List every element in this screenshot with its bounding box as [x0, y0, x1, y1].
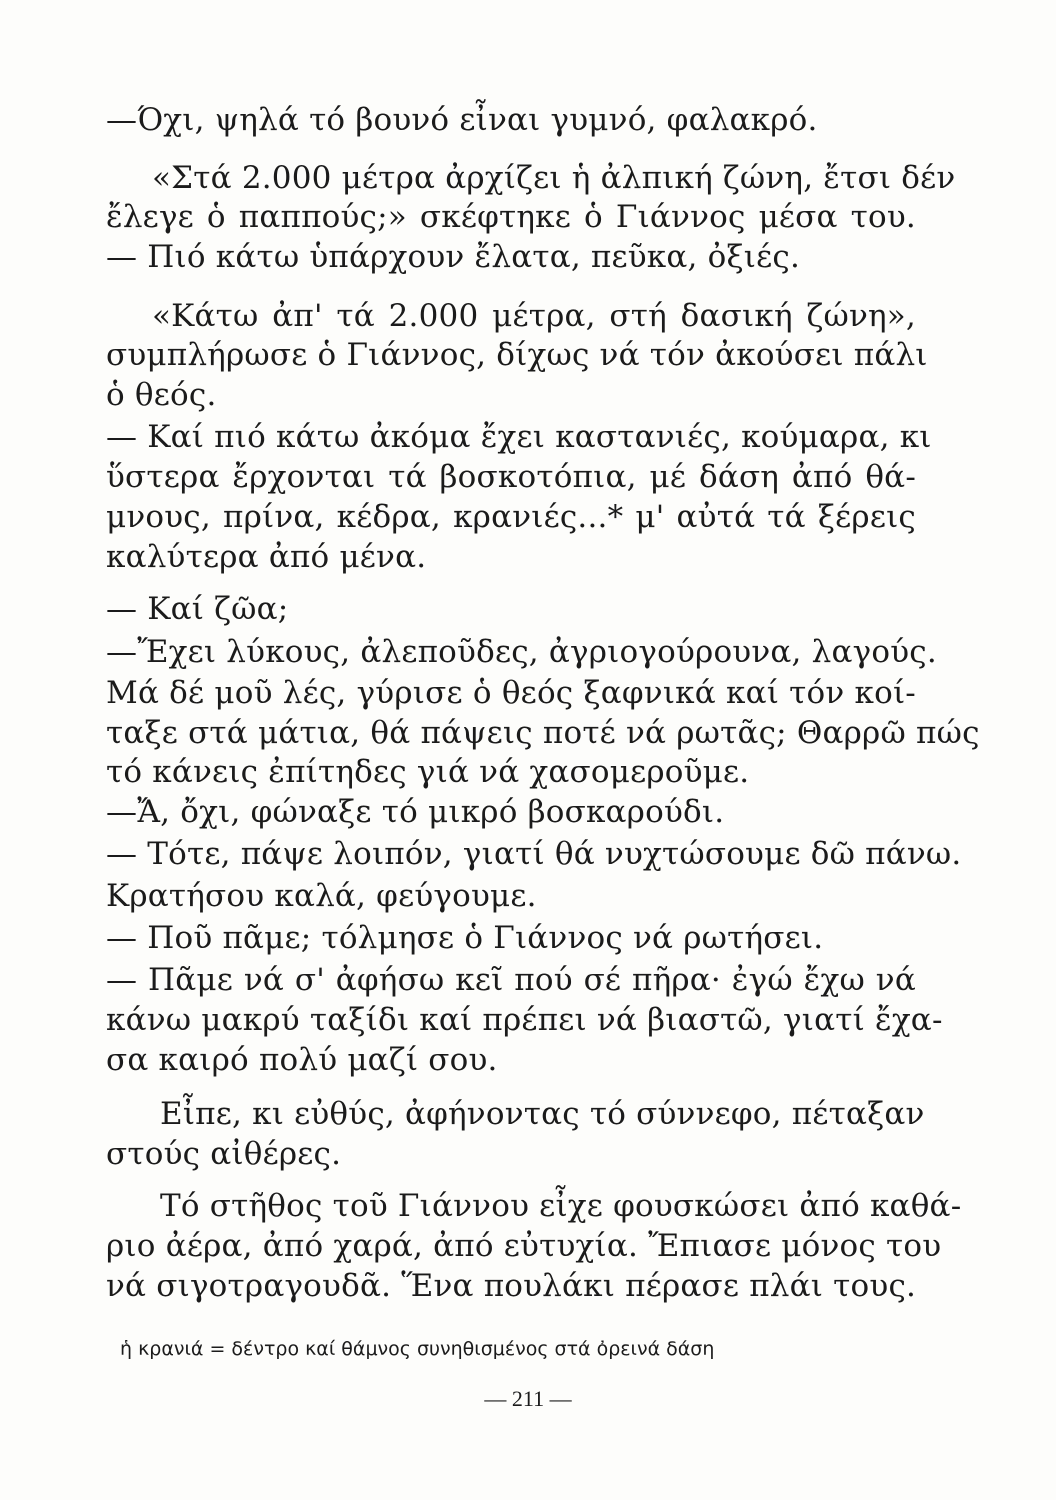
- text-line: Τό στῆθος τοῦ Γιάννου εἶχε φουσκώσει ἀπό καθά-: [160, 1188, 962, 1224]
- text-line: — Καί ζῶα;: [106, 591, 289, 627]
- text-line: ὕστερα ἔρχονται τά βοσκοτόπια, μέ δάση ἀπό θά-: [106, 459, 916, 495]
- text-line: τό κάνεις ἐπίτηδες γιά νά χασομεροῦμε.: [106, 754, 750, 790]
- text-line: — Πιό κάτω ὑπάρχουν ἔλατα, πεῦκα, ὀξιές.: [106, 239, 800, 275]
- text-line: συμπλήρωσε ὁ Γιάννος, δίχως νά τόν ἀκούσει πάλι: [106, 337, 928, 373]
- footnote: ἡ κρανιά = δέντρο καί θάμνος συνηθισμένος στά ὀρεινά δάση: [120, 1338, 715, 1360]
- text-line: —Ἄ, ὄχι, φώναξε τό μικρό βοσκαρούδι.: [106, 794, 725, 830]
- text-line: ὁ θεός.: [106, 377, 217, 413]
- text-line: — Πᾶμε νά σ' ἀφήσω κεῖ πού σέ πῆρα· ἐγώ ἔχω νά: [106, 962, 916, 998]
- text-line: —Όχι, ψηλά τό βουνό εἶναι γυμνό, φαλακρό.: [106, 102, 818, 138]
- text-line: — Τότε, πάψε λοιπόν, γιατί θά νυχτώσουμε δῶ πάνω.: [106, 836, 962, 872]
- text-line: — Καί πιό κάτω ἀκόμα ἔχει καστανιές, κούμαρα, κι: [106, 419, 932, 455]
- text-line: νά σιγοτραγουδᾶ. Ἕνα πουλάκι πέρασε πλάι τους.: [106, 1268, 917, 1304]
- text-line: Μά δέ μοῦ λές, γύρισε ὁ θεός ξαφνικά καί τόν κοί-: [106, 675, 916, 711]
- text-line: μνους, πρίνα, κέδρα, κρανιές...* μ' αὐτά τά ξέρεις: [106, 499, 916, 535]
- text-line: ταξε στά μάτια, θά πάψεις ποτέ νά ρωτᾶς; Θαρρῶ πώς: [106, 715, 980, 751]
- text-line: στούς αἰθέρες.: [106, 1136, 342, 1172]
- text-line: Εἶπε, κι εὐθύς, ἀφήνοντας τό σύννεφο, πέταξαν: [160, 1096, 925, 1132]
- text-line: ριο ἀέρα, ἀπό χαρά, ἀπό εὐτυχία. Ἔπιασε μόνος του: [106, 1228, 942, 1264]
- text-line: Κρατήσου καλά, φεύγουμε.: [106, 878, 537, 914]
- text-line: κάνω μακρύ ταξίδι καί πρέπει νά βιαστῶ, γιατί ἔχα-: [106, 1002, 943, 1038]
- text-line: «Κάτω ἀπ' τά 2.000 μέτρα, στή δασική ζώνη»,: [152, 298, 916, 334]
- text-line: ἔλεγε ὁ παππούς;» σκέφτηκε ὁ Γιάννος μέσα του.: [106, 199, 916, 235]
- text-line: — Ποῦ πᾶμε; τόλμησε ὁ Γιάννος νά ρωτήσει.: [106, 920, 824, 956]
- text-line: «Στά 2.000 μέτρα ἀρχίζει ἡ ἀλπική ζώνη, ἔτσι δέν: [152, 160, 956, 196]
- page-number: — 211 —: [484, 1386, 572, 1411]
- text-line: σα καιρό πολύ μαζί σου.: [106, 1042, 498, 1078]
- text-line: —Ἔχει λύκους, ἀλεποῦδες, ἀγριογούρουνα, λαγούς.: [106, 634, 937, 670]
- text-line: καλύτερα ἀπό μένα.: [106, 539, 427, 575]
